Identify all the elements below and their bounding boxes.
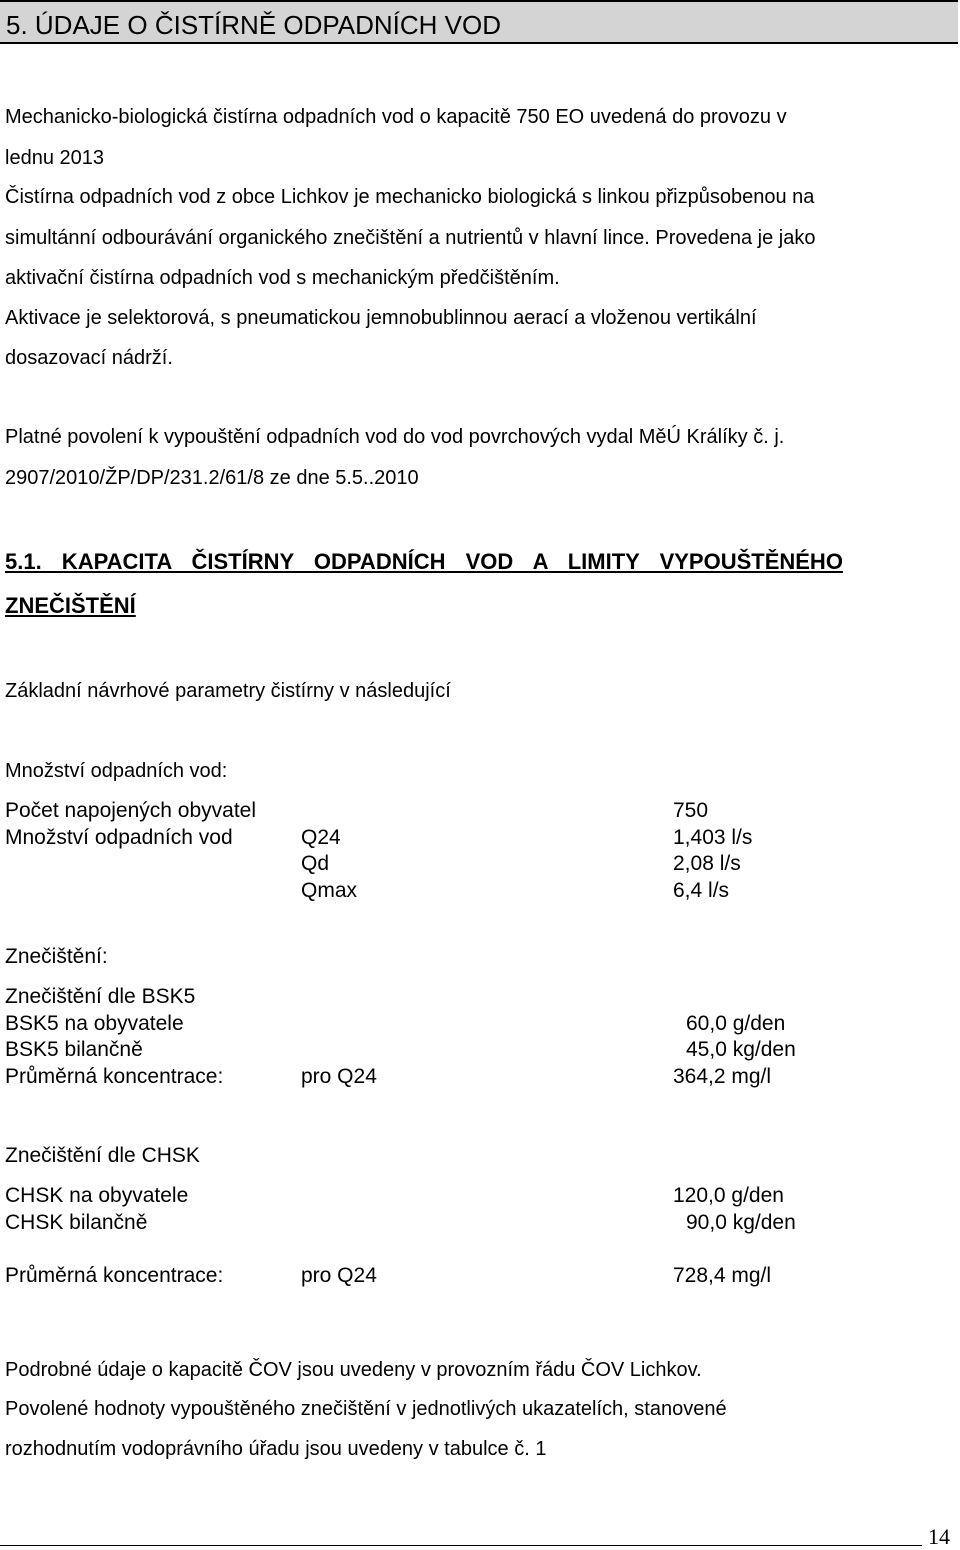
closing-line: Podrobné údaje o kapacitě ČOV jsou uvedeny v provozním řádu ČOV Lichkov. xyxy=(5,1359,702,1381)
bsk-value: 45,0 kg/den xyxy=(686,1038,796,1061)
flow-param: Qd xyxy=(301,852,330,875)
pollution-heading: Znečištění: xyxy=(5,945,108,968)
flow-value: 2,08 l/s xyxy=(673,852,741,875)
chsk-value: 90,0 kg/den xyxy=(686,1211,796,1234)
subsection-heading: 5.1. KAPACITA ČISTÍRNY ODPADNÍCH VOD A LIMITY VYPOUŠTĚNÉHO xyxy=(5,549,843,574)
intro-line: Aktivace je selektorová, s pneumatickou jemnobublinnou aerací a vloženou vertikální xyxy=(5,307,757,329)
chsk-avg-param: pro Q24 xyxy=(301,1264,377,1287)
flow-value: 6,4 l/s xyxy=(673,879,730,902)
intro-line: Mechanicko-biologická čistírna odpadních vod o kapacitě 750 EO uvedená do provozu v xyxy=(5,106,787,128)
chsk-avg-value: 728,4 mg/l xyxy=(673,1264,772,1287)
closing-line: Povolené hodnoty vypouštěného znečištění v jednotlivých ukazatelích, stanovené xyxy=(5,1398,727,1420)
closing-line: rozhodnutím vodoprávního úřadu jsou uvedeny v tabulce č. 1 xyxy=(5,1438,547,1460)
bsk-value: 364,2 mg/l xyxy=(673,1065,772,1088)
chsk-avg-label: Průměrná koncentrace: xyxy=(5,1264,224,1287)
bsk-label: BSK5 bilančně xyxy=(5,1038,143,1061)
intro-line: aktivační čistírna odpadních vod s mechanickým předčištěním. xyxy=(5,267,560,289)
chsk-label: CHSK bilančně xyxy=(5,1211,148,1234)
intro-line: Čistírna odpadních vod z obce Lichkov je mechanicko biologická s linkou přizpůsobenou na xyxy=(5,186,815,208)
flow-value: 1,403 l/s xyxy=(673,826,753,849)
bsk-label: BSK5 na obyvatele xyxy=(5,1012,184,1035)
flow-value: 750 xyxy=(673,799,709,822)
page-number: 14 xyxy=(928,1524,950,1549)
permit-line: Platné povolení k vypouštění odpadních vod do vod povrchových vydal MěÚ Králíky č. j. xyxy=(5,426,785,448)
flow-heading: Množství odpadních vod: xyxy=(5,760,228,782)
section-header xyxy=(0,0,958,44)
flow-label: Množství odpadních vod xyxy=(5,826,233,849)
flow-param: Qmax xyxy=(301,879,358,902)
bsk-param: pro Q24 xyxy=(301,1065,377,1088)
section-title: 5. ÚDAJE O ČISTÍRNĚ ODPADNÍCH VOD xyxy=(6,10,502,40)
params-intro: Základní návrhové parametry čistírny v následující xyxy=(5,680,451,702)
flow-param: Q24 xyxy=(301,826,341,849)
chsk-label: CHSK na obyvatele xyxy=(5,1184,189,1207)
bsk-value: 60,0 g/den xyxy=(686,1012,786,1035)
bsk-heading: Znečištění dle BSK5 xyxy=(5,985,196,1008)
chsk-heading: Znečištění dle CHSK xyxy=(5,1144,200,1167)
subsection-heading-cont: ZNEČIŠTĚNÍ xyxy=(5,593,136,618)
intro-line: dosazovací nádrží. xyxy=(5,347,173,369)
intro-line: lednu 2013 xyxy=(5,147,104,169)
permit-line: 2907/2010/ŽP/DP/231.2/61/8 ze dne 5.5..2010 xyxy=(5,467,419,489)
chsk-value: 120,0 g/den xyxy=(673,1184,784,1207)
flow-label: Počet napojených obyvatel xyxy=(5,799,257,822)
footer-rule xyxy=(0,1545,922,1546)
intro-line: simultánní odbourávání organického znečištění a nutrientů v hlavní lince. Provedena je jako xyxy=(5,227,816,249)
bsk-label: Průměrná koncentrace: xyxy=(5,1065,224,1088)
